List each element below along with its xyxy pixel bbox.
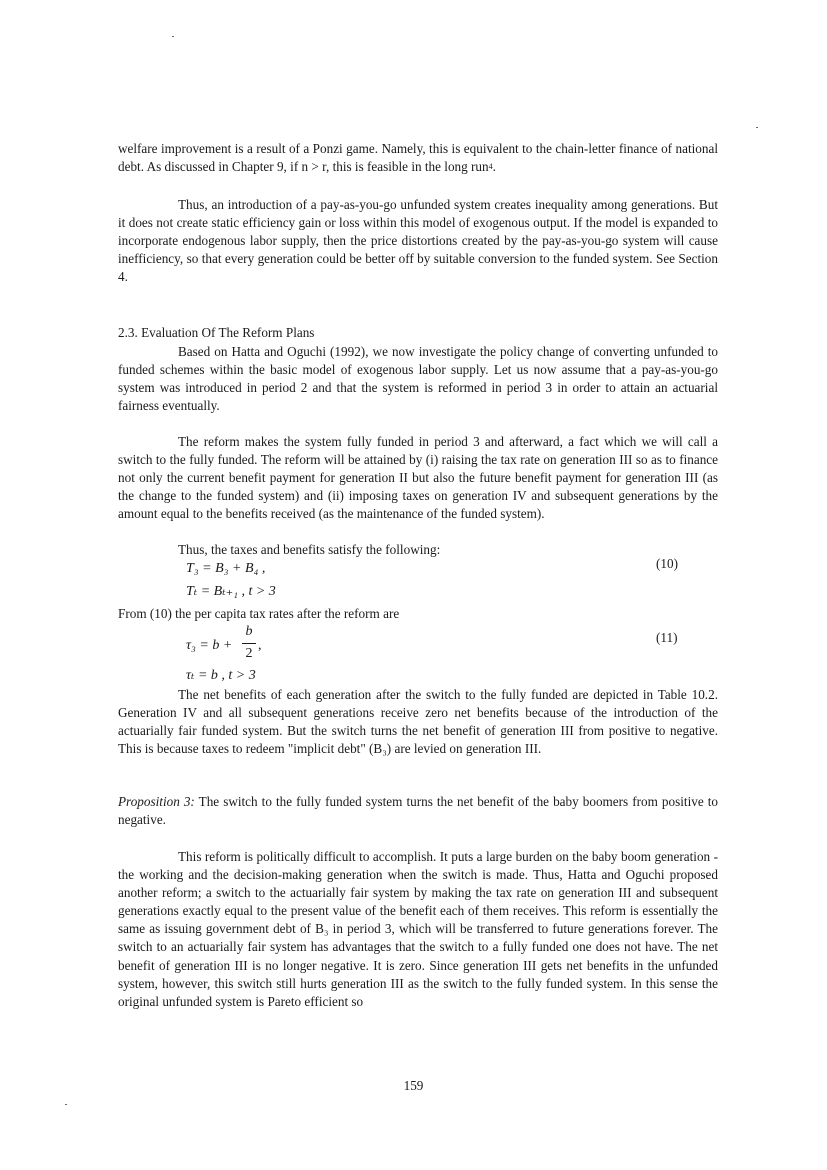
equation-11-numerator: b [245,624,253,639]
footnote-marker: 4 [488,162,493,172]
paragraph-inequality: Thus, an introduction of a pay-as-you-go unfunded system creates inequality among generations. But it does not create static efficiency gain or loss within this model of exogenous output. If the model is expanded to incorporate endogenous labor supply, then the price distortions created by the pay-as-you-go system will cause inefficiency, so that every generation could be better off by suitable conversion to the funded system. See Section 4. [118,197,718,285]
paragraph-net-benefits: The net benefits of each generation after the switch to the fully funded are depicted in Table 10.2. Generation IV and all subsequent generations receive zero net benefits because of the introduction of the actuarially fair funded system. But the switch turns the net benefit of generation III from positive to negative. This is because taxes to redeem "implicit debt" (B₃) are levied on generation III. [118,687,718,757]
equation-11-denominator: 2 [245,646,253,661]
paragraph-hatta-oguchi: Based on Hatta and Oguchi (1992), we now investigate the policy change of converting unfunded to funded schemes within the basic model of exogenous labor supply. Let us now assume that a pay-as-you-go system was introduced in period 2 and that the system is reformed in period 3 in order to attain an actuarial fairness eventually. [118,344,718,414]
equation-11-comma: , [258,638,262,653]
paragraph-per-capita: From (10) the per capita tax rates after the reform are [118,606,400,621]
proposition-text: The switch to the fully funded system turns the net benefit of the baby boomers from positive to negative. [118,794,718,828]
equation-11-line-2: τₜ = b , t > 3 [186,668,256,683]
equation-10-number: (10) [656,556,678,571]
equation-10-line-1: T₃ = B₃ + B₄ , [186,561,266,576]
equation-11-lhs: τ₃ = b + [186,638,233,653]
scan-speck [65,1104,67,1105]
paragraph-reform: The reform makes the system fully funded in period 3 and afterward, a fact which we will call a switch to the fully funded. The reform will be attained by (i) raising the tax rate on generation III so as to finance not only the current benefit payment for generation II but also the future benefit payment for generation III (as the change to the funded system) and (ii) imposing taxes on generation IV and subsequent generations by the amount equal to the benefits received (as the maintenance of the funded system). [118,434,718,522]
proposition-3 [118,793,718,829]
paragraph-political: This reform is politically difficult to accomplish. It puts a large burden on the baby boom generation - the working and the decision-making generation when the switch is made. Thus, Hatta and Oguchi proposed another reform; a switch to the actuarially fair system by making the tax rate on generation III and subsequent generations exactly equal to the present value of the benefit each of them receives. This reform is essentially the same as issuing government debt of B₃ in period 3, which will be transferred to future generations forever. The switch to an actuarially fair system has advantages that the switch to a fully funded one does not have. The net benefit of generation III is no longer negative. It is zero. Since generation III gets net benefits in the unfunded system, however, this switch still hurts generation III as the switch to the fully funded system. In this sense the original unfunded system is Pareto efficient so [118,849,718,1009]
scan-speck [756,127,758,128]
scan-speck [172,36,174,37]
fraction-bar [242,643,256,644]
proposition-label: Proposition 3: [118,794,195,809]
equation-11-number: (11) [656,630,678,645]
paragraph-taxes-benefits: Thus, the taxes and benefits satisfy the following: [178,542,441,557]
page-number: 159 [403,1078,424,1093]
section-heading: 2.3. Evaluation Of The Reform Plans [118,325,315,340]
paragraph-ponzi: welfare improvement is a result of a Ponzi game. Namely, this is equivalent to the chain-letter finance of national debt. As discussed in Chapter 9, if n > r, this is feasible in the long run$^4$. [118,141,718,175]
equation-10-line-2: Tₜ = Bₜ₊₁ , t > 3 [186,584,276,599]
